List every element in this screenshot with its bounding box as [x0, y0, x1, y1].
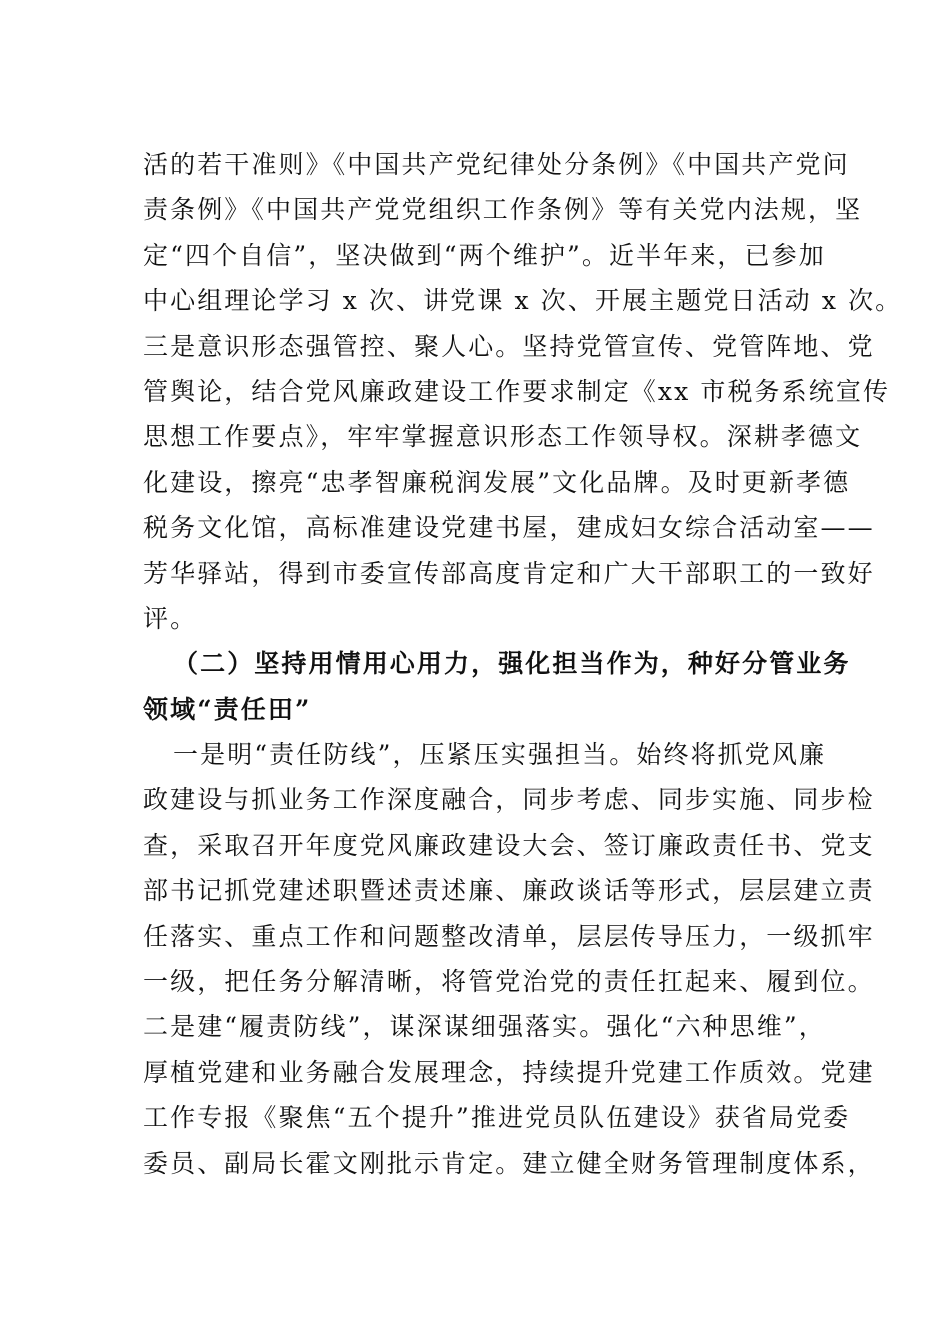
paragraph-line: 一级，把任务分解清晰，将管党治党的责任扛起来、履到位。	[143, 967, 875, 997]
section-heading: 领域“责任田”	[143, 694, 312, 724]
paragraph-line: 部书记抓党建述职暨述责述廉、廉政谈话等形式，层层建立责	[143, 876, 875, 906]
paragraph-line: 中心组理论学习 x 次、讲党课 x 次、开展主题党日活动 x 次。	[143, 286, 903, 316]
paragraph-line: 一是明“责任防线”，压紧压实强担当。始终将抓党风廉	[173, 740, 827, 770]
paragraph-line: 三是意识形态强管控、聚人心。坚持党管宣传、党管阵地、党	[143, 331, 875, 361]
paragraph-line: 查，采取召开年度党风廉政建设大会、签订廉政责任书、党支	[143, 830, 875, 860]
paragraph-line: 税务文化馆，高标准建设党建书屋，建成妇女综合活动室——	[143, 513, 875, 543]
paragraph-line: 委员、副局长霍文刚批示肯定。建立健全财务管理制度体系，	[143, 1148, 875, 1178]
paragraph-line: 工作专报《聚焦“五个提升”推进党员队伍建设》获省局党委	[143, 1103, 851, 1133]
paragraph-line: 责条例》《中国共产党党组织工作条例》等有关党内法规，坚	[143, 195, 863, 225]
paragraph-line: 活的若干准则》《中国共产党纪律处分条例》《中国共产党问	[143, 150, 850, 179]
paragraph-line: 任落实、重点工作和问题整改清单，层层传导压力，一级抓牢	[143, 921, 875, 951]
paragraph-line: 政建设与抓业务工作深度融合，同步考虑、同步实施、同步检	[143, 785, 875, 815]
paragraph-line: 厚植党建和业务融合发展理念，持续提升党建工作质效。党建	[143, 1057, 875, 1087]
paragraph-line: 定“四个自信”，坚决做到“两个维护”。近半年来，已参加	[143, 240, 826, 270]
paragraph-line: 二是建“履责防线”，谋深谋细强落实。强化“六种思维”，	[143, 1012, 826, 1042]
section-heading: （二）坚持用情用心用力，强化担当作为，种好分管业务	[173, 649, 851, 679]
paragraph-line: 芳华驿站，得到市委宣传部高度肯定和广大干部职工的一致好	[143, 558, 875, 588]
paragraph-line: 化建设，擦亮“忠孝智廉税润发展”文化品牌。及时更新孝德	[143, 467, 851, 497]
paragraph-line: 管舆论，结合党风廉政建设工作要求制定《xx 市税务系统宣传	[143, 376, 891, 406]
paragraph-line: 评。	[143, 603, 198, 633]
document-body	[143, 142, 903, 1186]
paragraph-line: 思想工作要点》，牢牢掌握意识形态工作领导权。深耕孝德文	[143, 422, 863, 452]
